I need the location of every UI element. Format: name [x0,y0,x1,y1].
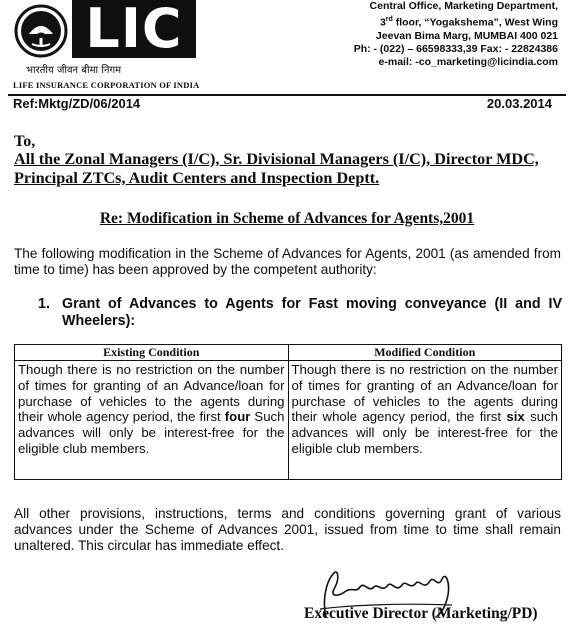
lic-logo-wordmark: LIC [72,0,196,58]
address-line: Jeevan Bima Marg, MUMBAI 400 021 [375,29,558,42]
table-row [15,361,562,480]
closing-paragraph: All other provisions, instructions, terms and conditions governing grant of various advances under the Scheme of Advances 2001, issued from time to time shall remain unaltered. This circular has immediate effect. [14,506,561,554]
signatory-title: Executive Director (Marketing/PD) [304,605,538,622]
addressees: All the Zonal Managers (I/C), Sr. Divisional Managers (I/C), Director MDC, Principal ZTCs, Audit Centers and Inspection Deptt. [14,150,539,187]
hindi-corporation-name: भारतीय जीवन बीमा निगम [26,65,122,76]
subject-line: Re: Modification in Scheme of Advances for Agents,2001 [99,210,475,227]
lic-emblem-icon [14,4,68,58]
comparison-table [14,344,562,480]
column-header-existing: Existing Condition [15,345,289,361]
email-line: e-mail: -co_marketing@licindia.com [378,56,558,69]
reference-number: Ref:Mktg/ZD/06/2014 [13,96,141,111]
phone-fax-line: Ph: - (022) – 66598333,39 Fax: - 22824386 [353,43,558,56]
intro-paragraph: The following modification in the Scheme of Advances for Agents, 2001 (as amended from time to time) has been approved by the competent authority: [14,246,561,278]
office-address [354,0,558,70]
address-line: 3rd floor, “Yogakshema”, West Wing [379,16,558,29]
modified-condition-cell: Though there is no restriction on the number of times for granting of an Advance/loan for purchase of vehicles to the agents during their whole agency period, the first six such advances will only be interest-free for the eligible club members. [288,361,562,480]
item-number: 1. [38,296,50,312]
column-header-modified: Modified Condition [288,345,562,361]
item-title: Grant of Advances to Agents for Fast moving conveyance (II and IV Wheelers): [62,296,562,329]
salutation-to: To, [14,133,36,150]
address-line: Central Office, Marketing Department, [369,0,558,12]
table-header-row [15,345,562,361]
corporation-name: LIFE INSURANCE CORPORATION OF INDIA [13,80,200,90]
letter-date: 20.03.2014 [486,96,552,111]
existing-condition-cell: Though there is no restriction on the number of times for granting of an Advance/loan for purchase of vehicles to the agents during their whole agency period, the first four Such advances will only be interest-free for the eligible club members. [15,361,289,480]
